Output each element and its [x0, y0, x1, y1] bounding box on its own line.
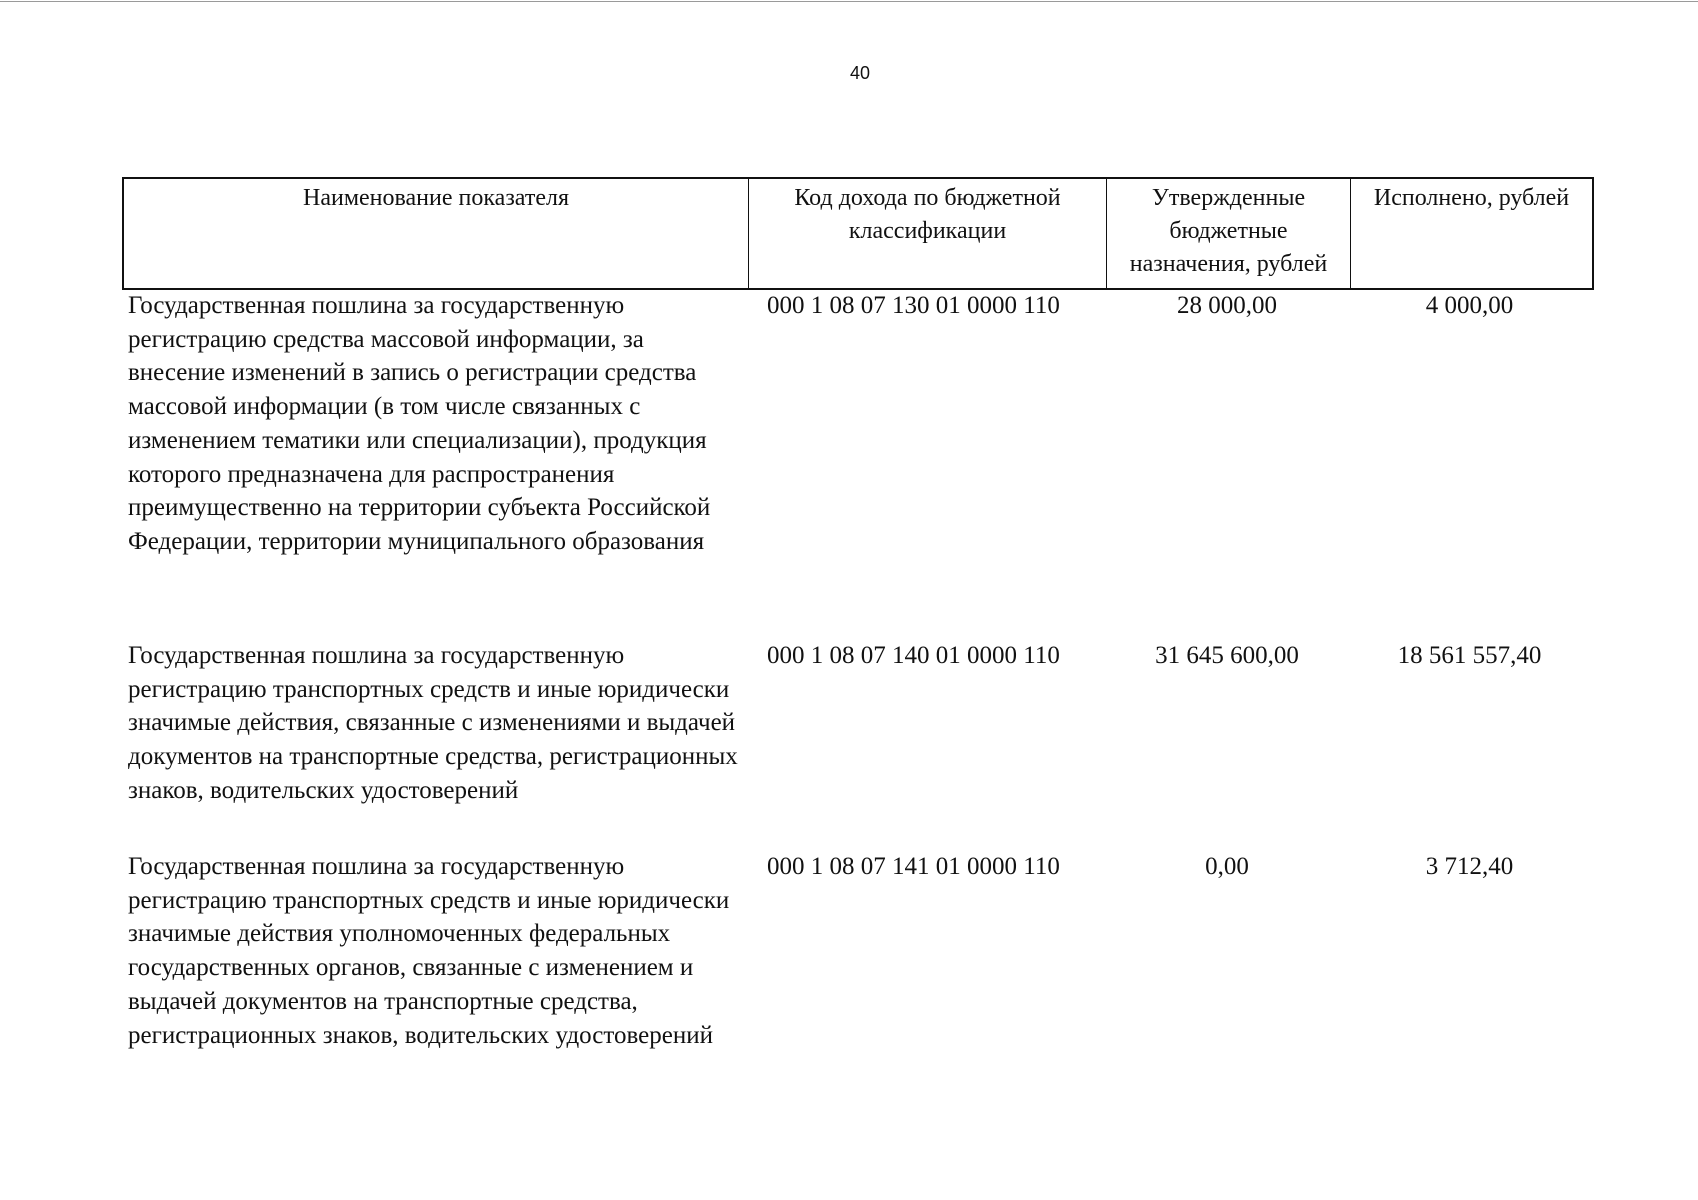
- page-number: 40: [849, 63, 871, 83]
- row-revenue-code: 000 1 08 07 141 01 0000 110: [767, 853, 1060, 880]
- row-approved-amount: 28 000,00: [1177, 292, 1277, 319]
- row-indicator-name: Государственная пошлина за государственную регистрацию средства массовой информации, за внесение изменений в запись о регистрации средства массовой информации (в том числе связанных с изменением тематики или специализации), продукция которого предназначена для распространения преимущественно на территории субъекта Российской Федерации, территории муниципального образования: [128, 292, 711, 555]
- table-row: [122, 850, 1594, 1052]
- header-indicator-name: Наименование показателя: [124, 179, 749, 288]
- row-executed-amount: 4 000,00: [1425, 292, 1514, 319]
- row-approved-amount: 0,00: [1205, 853, 1249, 880]
- row-revenue-code: 000 1 08 07 130 01 0000 110: [767, 292, 1060, 319]
- top-border-line: [0, 1, 1698, 2]
- table-header-row: [122, 177, 1594, 290]
- header-approved-budget: Утвержденные бюджетные назначения, рублей: [1107, 179, 1351, 288]
- table-row: [122, 289, 1594, 559]
- header-revenue-code: Код дохода по бюджетной классификации: [749, 179, 1107, 288]
- row-indicator-name: Государственная пошлина за государственную регистрацию транспортных средств и иные юридически значимые действия, связанные с изменениями и выдачей документов на транспортные средства, регистрационных знаков, водительских удостоверений: [128, 642, 738, 804]
- row-executed-amount: 18 561 557,40: [1397, 642, 1542, 669]
- table-row: [122, 639, 1594, 808]
- row-revenue-code: 000 1 08 07 140 01 0000 110: [767, 642, 1060, 669]
- row-indicator-name: Государственная пошлина за государственную регистрацию транспортных средств и иные юридически значимые действия уполномоченных федеральных государственных органов, связанные с изменением и выдачей документов на транспортные средства, регистрационных знаков, водительских удостоверений: [128, 853, 730, 1049]
- row-executed-amount: 3 712,40: [1425, 853, 1514, 880]
- row-approved-amount: 31 645 600,00: [1155, 642, 1299, 669]
- revenue-table: [122, 177, 1594, 1049]
- header-executed: Исполнено, рублей: [1373, 185, 1570, 211]
